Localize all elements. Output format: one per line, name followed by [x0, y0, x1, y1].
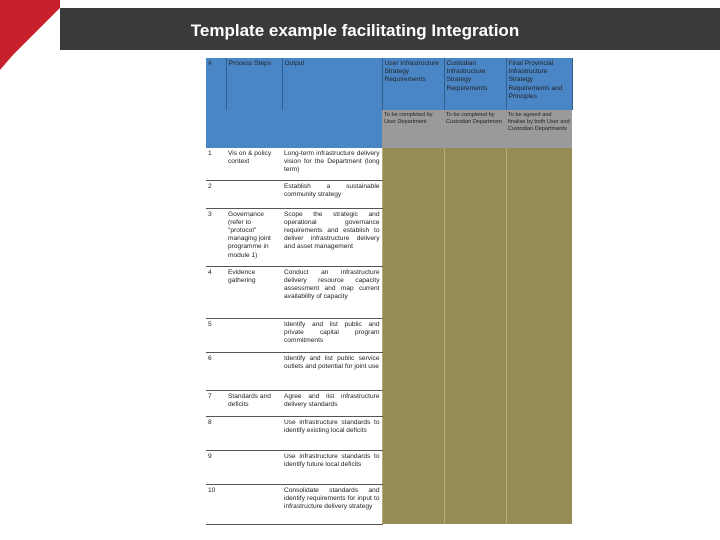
- table-subheader-row: [206, 110, 572, 148]
- table-row: [206, 318, 572, 352]
- output-text: Conduct an infrastructure delivery resource capacity assessment and map current availability of capacity: [282, 266, 382, 318]
- custodian-requirement-cell: [444, 450, 506, 484]
- header-cell: #: [206, 58, 226, 110]
- table-header-row: [206, 58, 572, 110]
- custodian-requirement-cell: [444, 484, 506, 524]
- custodian-requirement-cell: [444, 266, 506, 318]
- row-number: 2: [206, 180, 226, 208]
- output-text: Scope the strategic and operational governance requirements and establish to deliver infrastructure delivery and asset management: [282, 208, 382, 266]
- final-requirement-cell: [506, 208, 572, 266]
- process-step: Evidence gathering: [226, 266, 282, 318]
- user-requirement-cell: [382, 148, 444, 180]
- user-requirement-cell: [382, 352, 444, 390]
- subheader-blank: [206, 110, 382, 148]
- row-number: 1: [206, 148, 226, 180]
- custodian-requirement-cell: [444, 208, 506, 266]
- final-requirement-cell: [506, 416, 572, 450]
- table-row: [206, 416, 572, 450]
- process-step: [226, 318, 282, 352]
- final-requirement-cell: [506, 318, 572, 352]
- header-cell: Output: [282, 58, 382, 110]
- row-number: 4: [206, 266, 226, 318]
- process-step: [226, 450, 282, 484]
- output-text: Identify and list public service outlets and potential for joint use: [282, 352, 382, 390]
- process-step: [226, 352, 282, 390]
- subheader-cell: To be completed by Custodian Department: [444, 110, 506, 148]
- custodian-requirement-cell: [444, 318, 506, 352]
- process-step: [226, 484, 282, 524]
- row-number: 9: [206, 450, 226, 484]
- final-requirement-cell: [506, 148, 572, 180]
- table-row: [206, 390, 572, 416]
- output-text: Consolidate standards and identify requirements for input to infrastructure delivery strategy: [282, 484, 382, 524]
- user-requirement-cell: [382, 416, 444, 450]
- table-row: [206, 148, 572, 180]
- header-cell: Custodian Infrastructure Strategy Requirements: [444, 58, 506, 110]
- final-requirement-cell: [506, 266, 572, 318]
- user-requirement-cell: [382, 208, 444, 266]
- row-number: 3: [206, 208, 226, 266]
- output-text: Agree and list infrastructure delivery standards: [282, 390, 382, 416]
- row-number: 7: [206, 390, 226, 416]
- final-requirement-cell: [506, 390, 572, 416]
- template-table-document: [206, 58, 572, 530]
- process-step: [226, 416, 282, 450]
- final-requirement-cell: [506, 484, 572, 524]
- subheader-cell: To be agreed and finalise by both User and Custodian Departments: [506, 110, 572, 148]
- user-requirement-cell: [382, 266, 444, 318]
- integration-template-table: [206, 58, 573, 525]
- user-requirement-cell: [382, 390, 444, 416]
- custodian-requirement-cell: [444, 416, 506, 450]
- row-number: 8: [206, 416, 226, 450]
- table-row: [206, 180, 572, 208]
- table-row: [206, 484, 572, 524]
- output-text: Use infrastructure standards to identify existing local deficits: [282, 416, 382, 450]
- output-text: Identify and list public and private capital program commitments: [282, 318, 382, 352]
- user-requirement-cell: [382, 180, 444, 208]
- process-step: [226, 180, 282, 208]
- slide-title: Template example facilitating Integration: [190, 21, 520, 40]
- user-requirement-cell: [382, 484, 444, 524]
- process-step: Standards and deficits: [226, 390, 282, 416]
- red-left-band: [0, 0, 60, 540]
- process-step: Vis on & policy context: [226, 148, 282, 180]
- custodian-requirement-cell: [444, 390, 506, 416]
- header-cell: Final Provincial Infrastructure Strategy Requirements and Principles: [506, 58, 572, 110]
- header-cell: User Infrastructure Strategy Requirements: [382, 58, 444, 110]
- final-requirement-cell: [506, 352, 572, 390]
- custodian-requirement-cell: [444, 180, 506, 208]
- output-text: Establish a sustainable community strategy: [282, 180, 382, 208]
- row-number: 6: [206, 352, 226, 390]
- output-text: Long-term infrastructure delivery vision for the Department (long term): [282, 148, 382, 180]
- process-step: Governance (refer to "protocol" managing joint programme in module 1): [226, 208, 282, 266]
- subheader-cell: To be completed by User Department: [382, 110, 444, 148]
- table-row: [206, 266, 572, 318]
- final-requirement-cell: [506, 180, 572, 208]
- row-number: 5: [206, 318, 226, 352]
- row-number: 10: [206, 484, 226, 524]
- custodian-requirement-cell: [444, 148, 506, 180]
- final-requirement-cell: [506, 450, 572, 484]
- output-text: Use infrastructure standards to identify future local deficits: [282, 450, 382, 484]
- header-cell: Process Steps: [226, 58, 282, 110]
- user-requirement-cell: [382, 318, 444, 352]
- table-row: [206, 352, 572, 390]
- user-requirement-cell: [382, 450, 444, 484]
- table-row: [206, 450, 572, 484]
- table-row: [206, 208, 572, 266]
- custodian-requirement-cell: [444, 352, 506, 390]
